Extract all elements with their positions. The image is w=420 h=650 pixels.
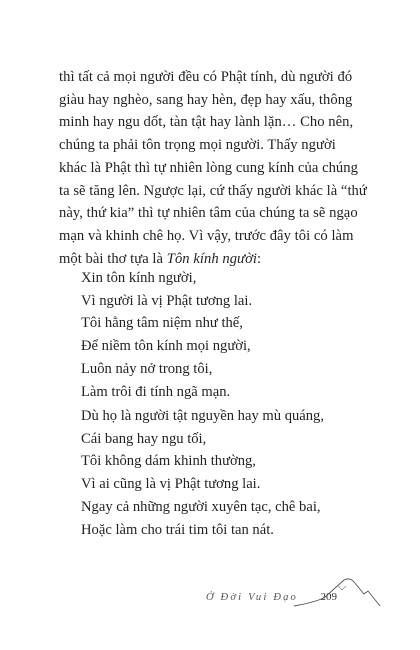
paragraph-line: minh hay ngu dốt, tàn tật hay lành lặn… Cho nên,	[59, 114, 354, 131]
book-title: Ở Đời Vui Đạo	[205, 592, 298, 603]
paragraph-last-line-prefix: một bài thơ tựa là	[59, 250, 167, 267]
page-footer	[182, 574, 382, 610]
paragraph-line: giàu hay nghèo, sang hay hèn, đẹp hay xấu, thông	[59, 91, 353, 108]
poem-title: Tôn kính người	[166, 250, 258, 267]
paragraph-line: khác là Phật thì tự nhiên lòng cung kính của chúng	[59, 159, 358, 176]
poem-verse: Dù họ là người tật nguyền hay mù quáng,	[81, 408, 325, 424]
poem-verse: Luôn nảy nở trong tôi,	[81, 360, 213, 377]
paragraph-line: ta sẽ tăng lên. Ngược lại, cứ thấy người khác là “thứ	[59, 182, 367, 199]
poem-verse: Để niềm tôn kính mọi người,	[81, 338, 251, 355]
poem-stanza-1	[81, 267, 381, 403]
paragraph-last-line-suffix: :	[257, 250, 262, 267]
paragraph-line: mạn và khinh chê họ. Vì vậy, trước đây tôi có làm	[59, 227, 354, 244]
poem-verse: Ngay cả những người xuyên tạc, chê bai,	[81, 498, 321, 515]
poem-verse: Vì người là vị Phật tương lai.	[81, 292, 253, 309]
body-paragraph	[59, 66, 367, 270]
poem-verse: Xin tôn kính người,	[81, 270, 197, 286]
poem-verse: Tôi không dám khinh thường,	[81, 453, 256, 470]
mountain-outline-icon	[292, 574, 382, 610]
page-number: 209	[320, 591, 337, 603]
poem-stanza-2	[81, 405, 381, 541]
poem-verse: Cái bang hay ngu tối,	[81, 430, 207, 447]
paragraph-line: này, thứ kia” thì tự nhiên tâm của chúng ta sẽ ngạo	[59, 205, 358, 222]
poem-verse: Hoặc làm cho trái tim tôi tan nát.	[81, 521, 274, 538]
poem-verse: Tôi hằng tâm niệm như thế,	[81, 315, 243, 332]
paragraph-line: chúng ta phải tôn trọng mọi người. Thấy người	[59, 137, 336, 154]
poem-verse: Làm trôi đi tính ngã mạn.	[81, 383, 231, 400]
paragraph-line: thì tất cả mọi người đều có Phật tính, dù người đó	[59, 69, 353, 85]
poem-verse: Vì ai cũng là vị Phật tương lai.	[81, 476, 261, 493]
